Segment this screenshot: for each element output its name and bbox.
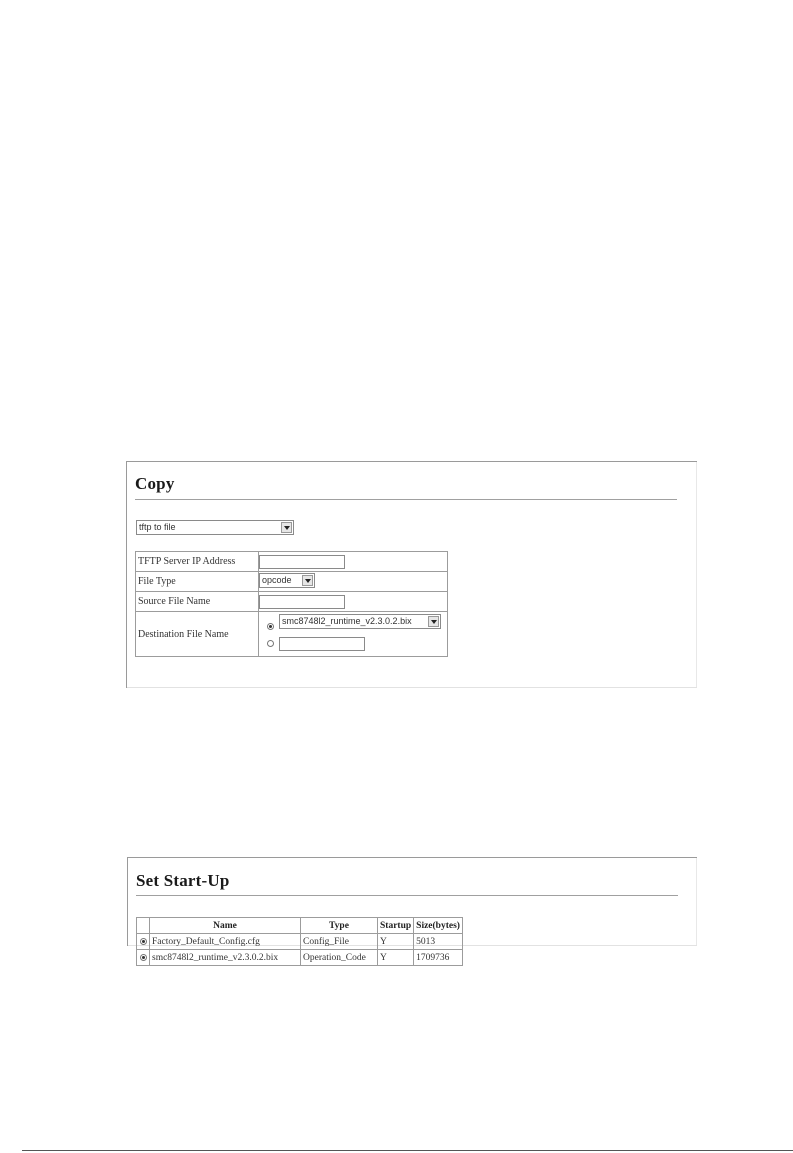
copy-mode-select[interactable] [136,520,294,535]
tftp-server-input[interactable] [259,555,345,569]
file-type-cell: Operation_Code [301,950,378,966]
source-file-label: Source File Name [136,592,259,612]
startup-cell: Y [378,934,414,950]
source-file-row [136,592,448,612]
tftp-server-row [136,552,448,572]
file-type-cell: Config_File [301,934,378,950]
chevron-down-icon [428,616,439,627]
startup-files-table [136,917,463,966]
row-select-radio[interactable] [140,954,147,961]
tftp-server-label: TFTP Server IP Address [136,552,259,572]
destination-file-label: Destination File Name [136,612,259,657]
file-name-cell: smc8748l2_runtime_v2.3.0.2.bix [150,950,301,966]
chevron-down-icon [281,522,292,533]
file-type-label: File Type [136,572,259,592]
file-type-select[interactable] [259,573,315,588]
startup-cell: Y [378,950,414,966]
file-type-row [136,572,448,592]
startup-title-rule [136,895,678,896]
startup-panel [127,857,697,963]
destination-file-select[interactable] [279,614,441,629]
file-type-value: opcode [262,574,292,585]
table-header-row [137,918,463,934]
copy-form-table [135,551,448,657]
column-header-name: Name [150,918,301,934]
size-cell: 1709736 [414,950,463,966]
page-bottom-rule [22,1150,793,1151]
destination-existing-radio[interactable] [267,623,274,630]
column-header-size: Size(bytes) [414,918,463,934]
startup-title: Set Start-Up [136,871,230,890]
row-select-radio[interactable] [140,938,147,945]
table-row [137,934,463,950]
column-header-startup: Startup [378,918,414,934]
file-name-cell: Factory_Default_Config.cfg [150,934,301,950]
table-row [137,950,463,966]
source-file-input[interactable] [259,595,345,609]
column-header-type: Type [301,918,378,934]
copy-panel [126,461,697,688]
copy-title: Copy [135,474,175,493]
destination-file-row [136,612,448,657]
destination-new-radio[interactable] [267,640,274,647]
copy-mode-value: tftp to file [139,522,176,532]
destination-file-value: smc8748l2_runtime_v2.3.0.2.bix [282,616,412,626]
size-cell: 5013 [414,934,463,950]
chevron-down-icon [302,575,313,586]
destination-file-input[interactable] [279,637,365,651]
copy-title-rule [135,499,677,500]
